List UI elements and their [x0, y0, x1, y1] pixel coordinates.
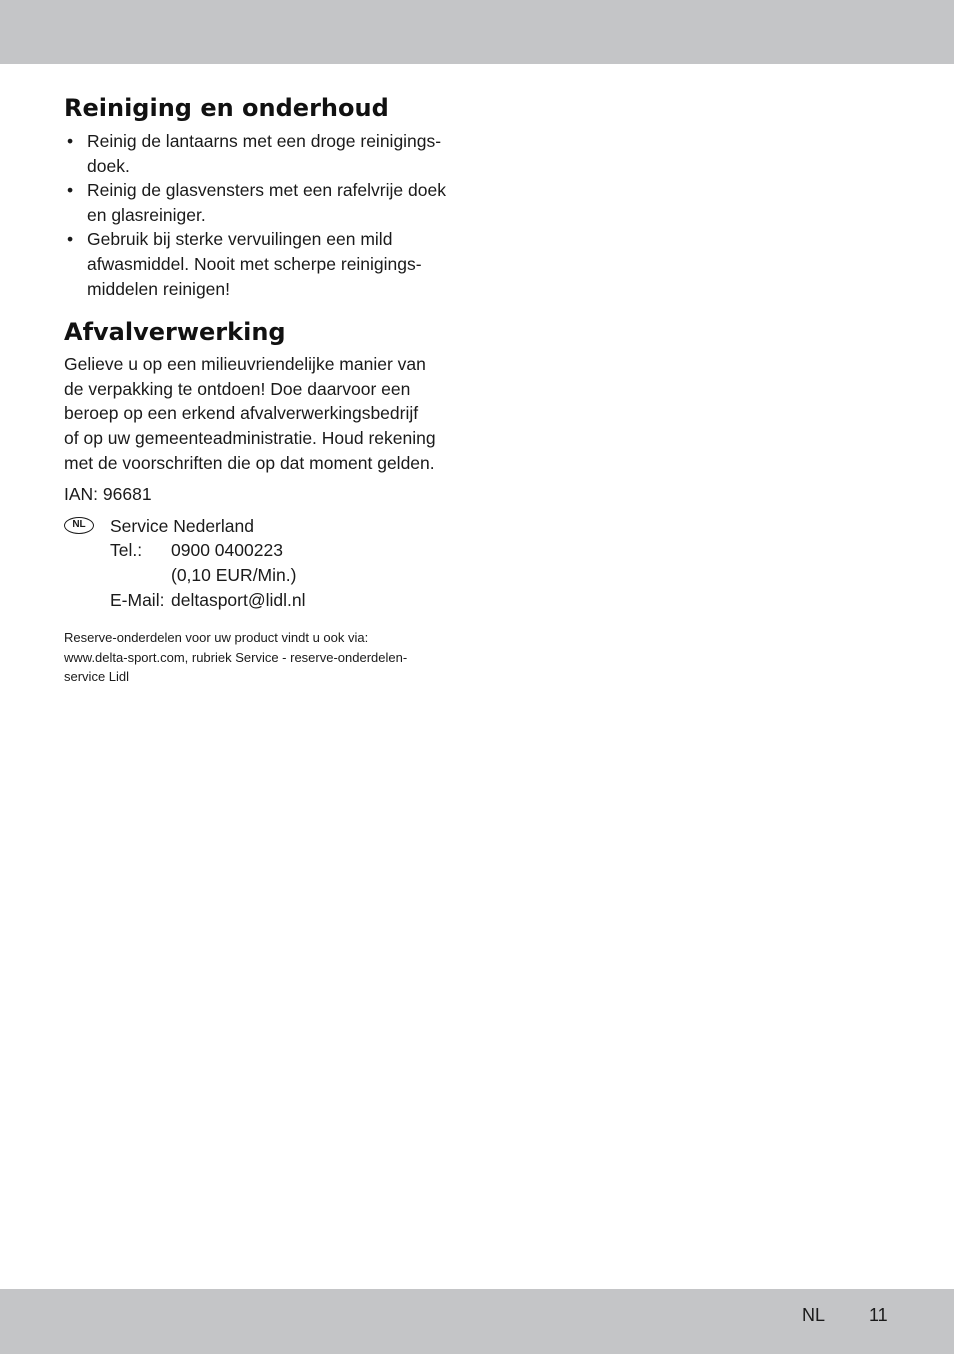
- section-title-cleaning: Reiniging en onderhoud: [64, 94, 389, 122]
- page-content: [64, 92, 456, 687]
- note-line: Reserve-onderdelen voor uw product vindt u ook via:: [64, 630, 369, 646]
- service-name: Service Nederland: [110, 515, 254, 536]
- paragraph-line: de verpakking te ontdoen! Doe daarvoor een: [64, 378, 411, 399]
- phone-number: 0900 0400223: [171, 540, 283, 561]
- phone-rate: (0,10 EUR/Min.): [171, 564, 297, 585]
- rate-spacer: [110, 563, 171, 588]
- email-label: E-Mail:: [110, 589, 165, 610]
- ian-number: IAN: 96681: [64, 484, 152, 505]
- bullet-marker: •: [67, 229, 74, 250]
- spare-parts-note: [64, 628, 456, 687]
- bullet-marker: •: [67, 180, 74, 201]
- bullet-marker: •: [67, 131, 74, 151]
- list-item-line: doek.: [87, 155, 130, 176]
- list-item: [64, 227, 456, 301]
- disposal-paragraph: [64, 352, 456, 475]
- service-block: [64, 514, 456, 612]
- cleaning-list: [64, 129, 456, 301]
- list-item: [64, 129, 456, 178]
- email-address: deltasport@lidl.nl: [171, 589, 306, 610]
- service-phone-row: [110, 538, 456, 563]
- list-item-line: afwasmiddel. Nooit met scherpe reinigings-: [87, 253, 422, 274]
- note-line: service Lidl: [64, 669, 130, 685]
- phone-label: Tel.:: [110, 540, 143, 561]
- list-item-line: middelen reinigen!: [87, 278, 231, 299]
- footer-language: NL: [802, 1305, 826, 1325]
- list-item-line: Gebruik bij sterke vervuilingen een mild: [87, 229, 393, 250]
- paragraph-line: Gelieve u op een milieuvriendelijke manier van: [64, 354, 426, 375]
- list-item-line: en glasreiniger.: [87, 204, 206, 225]
- list-item: [64, 178, 456, 227]
- service-details: [110, 514, 456, 612]
- list-item-line: Reinig de glasvensters met een rafelvrije doek: [87, 180, 446, 201]
- service-email-row: [110, 588, 456, 613]
- header-band: [0, 0, 954, 64]
- nl-country-badge-icon: NL: [64, 517, 94, 534]
- service-rate-row: [110, 563, 456, 588]
- paragraph-line: beroep op een erkend afvalverwerkingsbedrijf: [64, 403, 419, 424]
- list-item-line: Reinig de lantaarns met een droge reinigings-: [87, 131, 442, 151]
- section-title-disposal: Afvalverwerking: [64, 318, 286, 347]
- paragraph-line: of op uw gemeenteadministratie. Houd rekening: [64, 427, 436, 448]
- paragraph-line: met de voorschriften die op dat moment gelden.: [64, 452, 435, 473]
- page-number: 11: [869, 1305, 888, 1325]
- note-line: www.delta-sport.com, rubriek Service - reserve-onderdelen-: [64, 649, 408, 665]
